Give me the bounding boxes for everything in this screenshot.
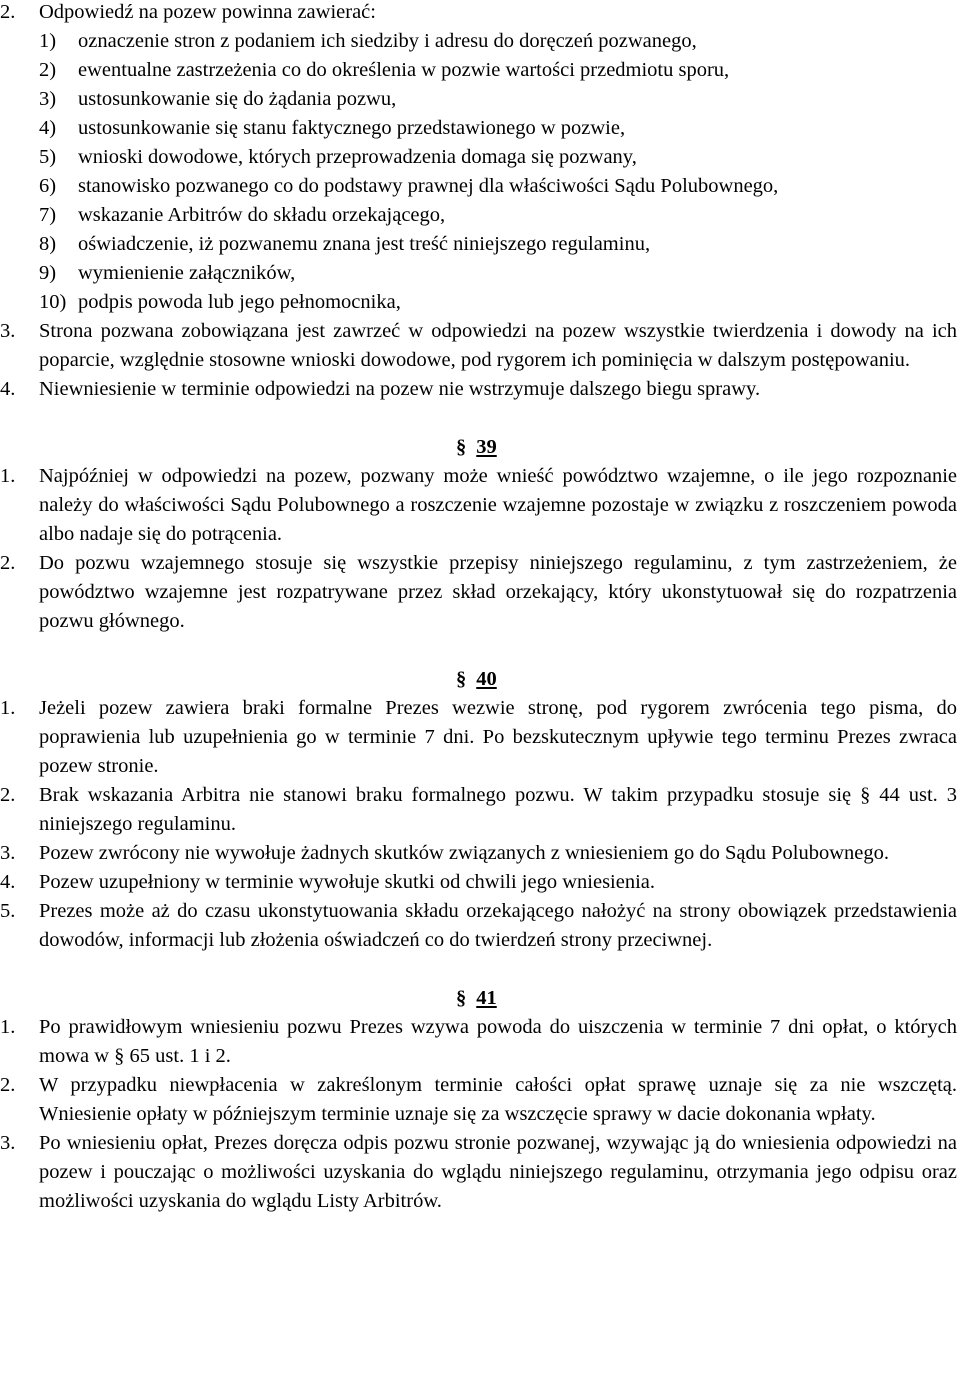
paragraph-number: 1. bbox=[0, 465, 16, 487]
list-item-number: 6) bbox=[39, 175, 57, 197]
paragraph-text: Odpowiedź na pozew powinna zawierać: bbox=[39, 1, 376, 23]
paragraph-text: Niewniesienie w terminie odpowiedzi na pozew nie wstrzymuje dalszego biegu sprawy. bbox=[39, 378, 761, 400]
paragraph bbox=[0, 897, 957, 955]
list-item-text: ustosunkowanie się do żądania pozwu, bbox=[78, 88, 397, 110]
section-heading-41 bbox=[0, 984, 960, 1013]
paragraph-4 bbox=[0, 375, 957, 404]
paragraph bbox=[0, 1129, 957, 1216]
paragraph bbox=[0, 1071, 957, 1129]
list-item-number: 4) bbox=[39, 117, 57, 139]
paragraph-3 bbox=[0, 317, 957, 375]
list-item-text: ustosunkowanie się stanu faktycznego przedstawionego w pozwie, bbox=[78, 117, 626, 139]
list-item-number: 8) bbox=[39, 233, 57, 255]
list-item-text: wskazanie Arbitrów do składu orzekającego, bbox=[78, 204, 446, 226]
paragraph-number: 2. bbox=[0, 784, 16, 806]
paragraph-number: 4. bbox=[0, 378, 16, 400]
list-item-text: oświadczenie, iż pozwanemu znana jest treść niniejszego regulaminu, bbox=[78, 233, 651, 255]
paragraph bbox=[0, 781, 957, 839]
list-item-text: oznaczenie stron z podaniem ich siedziby i adresu do doręczeń pozwanego, bbox=[78, 30, 697, 52]
list-item bbox=[0, 56, 960, 85]
paragraph-number: 1. bbox=[0, 697, 16, 719]
section-heading-40 bbox=[0, 665, 960, 694]
list-item bbox=[0, 143, 960, 172]
list-item bbox=[0, 259, 960, 288]
paragraph-number: 2. bbox=[0, 552, 16, 574]
paragraph-text: Po prawidłowym wniesieniu pozwu Prezes wzywa powoda do uiszczenia w terminie 7 dni opłat, o których mowa w § 65 ust. 1 i 2. bbox=[39, 1016, 957, 1067]
paragraph bbox=[0, 694, 957, 781]
paragraph-number: 2. bbox=[0, 1074, 16, 1096]
list-item-text: wymienienie załączników, bbox=[78, 262, 296, 284]
list-item-text: podpis powoda lub jego pełnomocnika, bbox=[78, 291, 401, 313]
list-item-number: 1) bbox=[39, 30, 57, 52]
paragraph bbox=[0, 839, 957, 868]
paragraph bbox=[0, 1013, 957, 1071]
list-item bbox=[0, 230, 960, 259]
list-item bbox=[0, 85, 960, 114]
paragraph-number: 3. bbox=[0, 1132, 16, 1154]
paragraph-number: 1. bbox=[0, 1016, 16, 1038]
paragraph-text: Do pozwu wzajemnego stosuje się wszystkie przepisy niniejszego regulaminu, z tym zastrzeżeniem, że powództwo wzajemne jest rozpatrywane przez skład orzekający, który ukonstytuował się do rozpatrzenia pozwu głównego. bbox=[39, 552, 957, 632]
paragraph-number: 3. bbox=[0, 320, 16, 342]
paragraph-text: W przypadku niewpłacenia w zakreślonym terminie całości opłat sprawę uznaje się za nie wszczętą. Wniesienie opłaty w późniejszym terminie uznaje się za wszczęcie sprawy w dacie dokonania wpłaty. bbox=[39, 1074, 957, 1125]
paragraph-text: Po wniesieniu opłat, Prezes doręcza odpis pozwu stronie pozwanej, wzywając ją do wniesienia odpowiedzi na pozew i pouczając o możliwości uzyskania do wglądu niniejszego regulaminu, otrzymania jego odpisu oraz możliwości uzyskania do wglądu Listy Arbitrów. bbox=[39, 1132, 957, 1212]
list-item-number: 3) bbox=[39, 88, 57, 110]
paragraph bbox=[0, 868, 957, 897]
list-item-number: 2) bbox=[39, 59, 57, 81]
list-item bbox=[0, 27, 960, 56]
paragraph-text: Strona pozwana zobowiązana jest zawrzeć w odpowiedzi na pozew wszystkie twierdzenia i dowody na ich poparcie, względnie stosowne wnioski dowodowe, pod rygorem ich pominięcia w dalszym postępowaniu. bbox=[39, 320, 957, 371]
section-sign: § bbox=[456, 668, 467, 690]
paragraph bbox=[0, 549, 957, 636]
list-item-text: ewentualne zastrzeżenia co do określenia w pozwie wartości przedmiotu sporu, bbox=[78, 59, 730, 81]
section-sign: § bbox=[456, 987, 467, 1009]
paragraph-number: 4. bbox=[0, 871, 16, 893]
paragraph-number: 2. bbox=[0, 1, 16, 23]
paragraph-text: Prezes może aż do czasu ukonstytuowania składu orzekającego nałożyć na strony obowiązek przedstawienia dowodów, informacji lub złożenia oświadczeń co do twierdzeń strony przeciwnej. bbox=[39, 900, 957, 951]
list-item-text: wnioski dowodowe, których przeprowadzenia domaga się pozwany, bbox=[78, 146, 637, 168]
list-item bbox=[0, 114, 960, 143]
list-item-text: stanowisko pozwanego co do podstawy prawnej dla właściwości Sądu Polubownego, bbox=[78, 175, 779, 197]
paragraph-number: 5. bbox=[0, 900, 16, 922]
list-item bbox=[0, 201, 960, 230]
paragraph-text: Pozew uzupełniony w terminie wywołuje skutki od chwili jego wniesienia. bbox=[39, 871, 656, 893]
paragraph-2 bbox=[0, 0, 957, 27]
paragraph-text: Jeżeli pozew zawiera braki formalne Prezes wezwie stronę, pod rygorem zwrócenia tego pisma, do poprawienia lub uzupełnienia go w terminie 7 dni. Po bezskutecznym upływie tego terminu Prezes zwraca pozew stronie. bbox=[39, 697, 957, 777]
list-item-number: 10) bbox=[39, 291, 67, 313]
list-item-number: 5) bbox=[39, 146, 57, 168]
paragraph-number: 3. bbox=[0, 842, 16, 864]
section-number: 40 bbox=[476, 668, 497, 690]
paragraph-text: Brak wskazania Arbitra nie stanowi braku formalnego pozwu. W takim przypadku stosuje się § 44 ust. 3 niniejszego regulaminu. bbox=[39, 784, 957, 835]
paragraph-text: Najpóźniej w odpowiedzi na pozew, pozwany może wnieść powództwo wzajemne, o ile jego rozpoznanie należy do właściwości Sądu Polubownego a roszczenie wzajemne pozostaje w związku z roszczeniem powoda albo nadaje się do potrącenia. bbox=[39, 465, 957, 545]
list-item-number: 7) bbox=[39, 204, 57, 226]
section-sign: § bbox=[456, 436, 467, 458]
list-item bbox=[0, 172, 960, 201]
list-item bbox=[0, 288, 960, 317]
section-number: 41 bbox=[476, 987, 497, 1009]
paragraph bbox=[0, 462, 957, 549]
paragraph-text: Pozew zwrócony nie wywołuje żadnych skutków związanych z wniesieniem go do Sądu Polubownego. bbox=[39, 842, 889, 864]
list-item-number: 9) bbox=[39, 262, 57, 284]
section-number: 39 bbox=[476, 436, 497, 458]
section-heading-39 bbox=[0, 433, 960, 462]
